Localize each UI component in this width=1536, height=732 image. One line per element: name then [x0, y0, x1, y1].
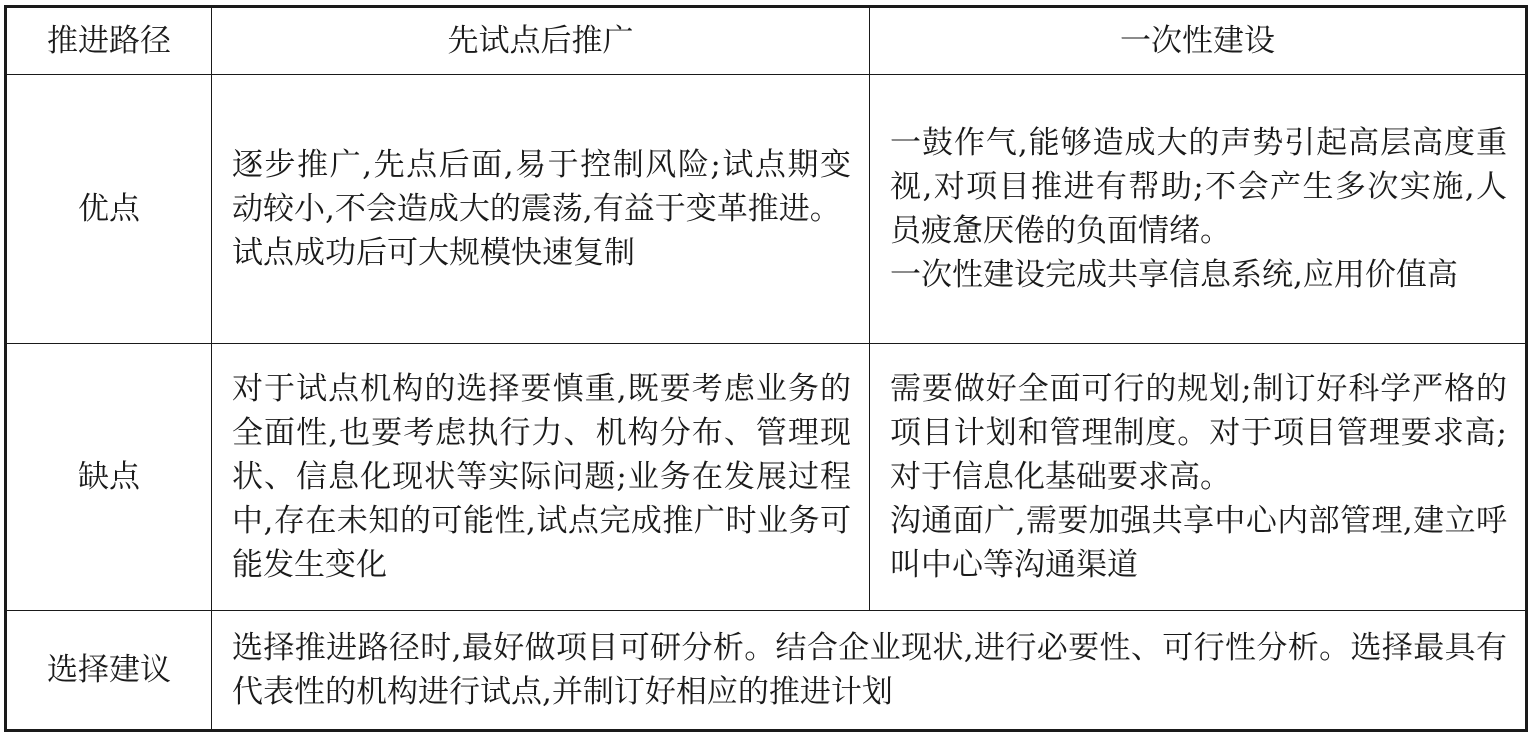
comparison-table-container [4, 5, 1525, 724]
header-one-shot: 一次性建设 [870, 7, 1527, 75]
advantages-pilot-text [212, 75, 870, 344]
header-row [6, 7, 1527, 75]
paragraph: 沟通面广,需要加强共享中心内部管理,建立呼叫中心等沟通渠道 [890, 503, 1507, 583]
paragraph: 一鼓作气,能够造成大的声势引起高层高度重视,对项目推进有帮助;不会产生多次实施,人员疲惫厌倦的负面情绪。 [890, 125, 1507, 249]
paragraph: 试点成功后可大规模快速复制 [232, 235, 635, 271]
paragraph: 需要做好全面可行的规划;制订好科学严格的项目计划和管理制度。对于项目管理要求高;对于信息化基础要求高。 [890, 371, 1507, 495]
advantages-row [6, 75, 1527, 344]
paragraph: 一次性建设完成共享信息系统,应用价值高 [890, 257, 1458, 293]
disadvantages-oneshot-text [870, 344, 1527, 611]
header-pilot-first: 先试点后推广 [212, 7, 870, 75]
comparison-table [4, 5, 1528, 732]
disadvantages-label: 缺点 [6, 344, 212, 611]
advantages-oneshot-text [870, 75, 1527, 344]
disadvantages-pilot-text: 对于试点机构的选择要慎重,既要考虑业务的全面性,也要考虑执行力、机构分布、管理现状、信息化现状等实际问题;业务在发展过程中,存在未知的可能性,试点完成推广时业务可能发生变化 [212, 344, 870, 611]
disadvantages-row [6, 344, 1527, 611]
recommendation-row [6, 611, 1527, 731]
advantages-label: 优点 [6, 75, 212, 344]
recommendation-label: 选择建议 [6, 611, 212, 731]
paragraph: 逐步推广,先点后面,易于控制风险;试点期变动较小,不会造成大的震荡,有益于变革推进。 [232, 147, 851, 227]
recommendation-text: 选择推进路径时,最好做项目可研分析。结合企业现状,进行必要性、可行性分析。选择最具有代表性的机构进行试点,并制订好相应的推进计划 [212, 611, 1527, 731]
header-path: 推进路径 [6, 7, 212, 75]
